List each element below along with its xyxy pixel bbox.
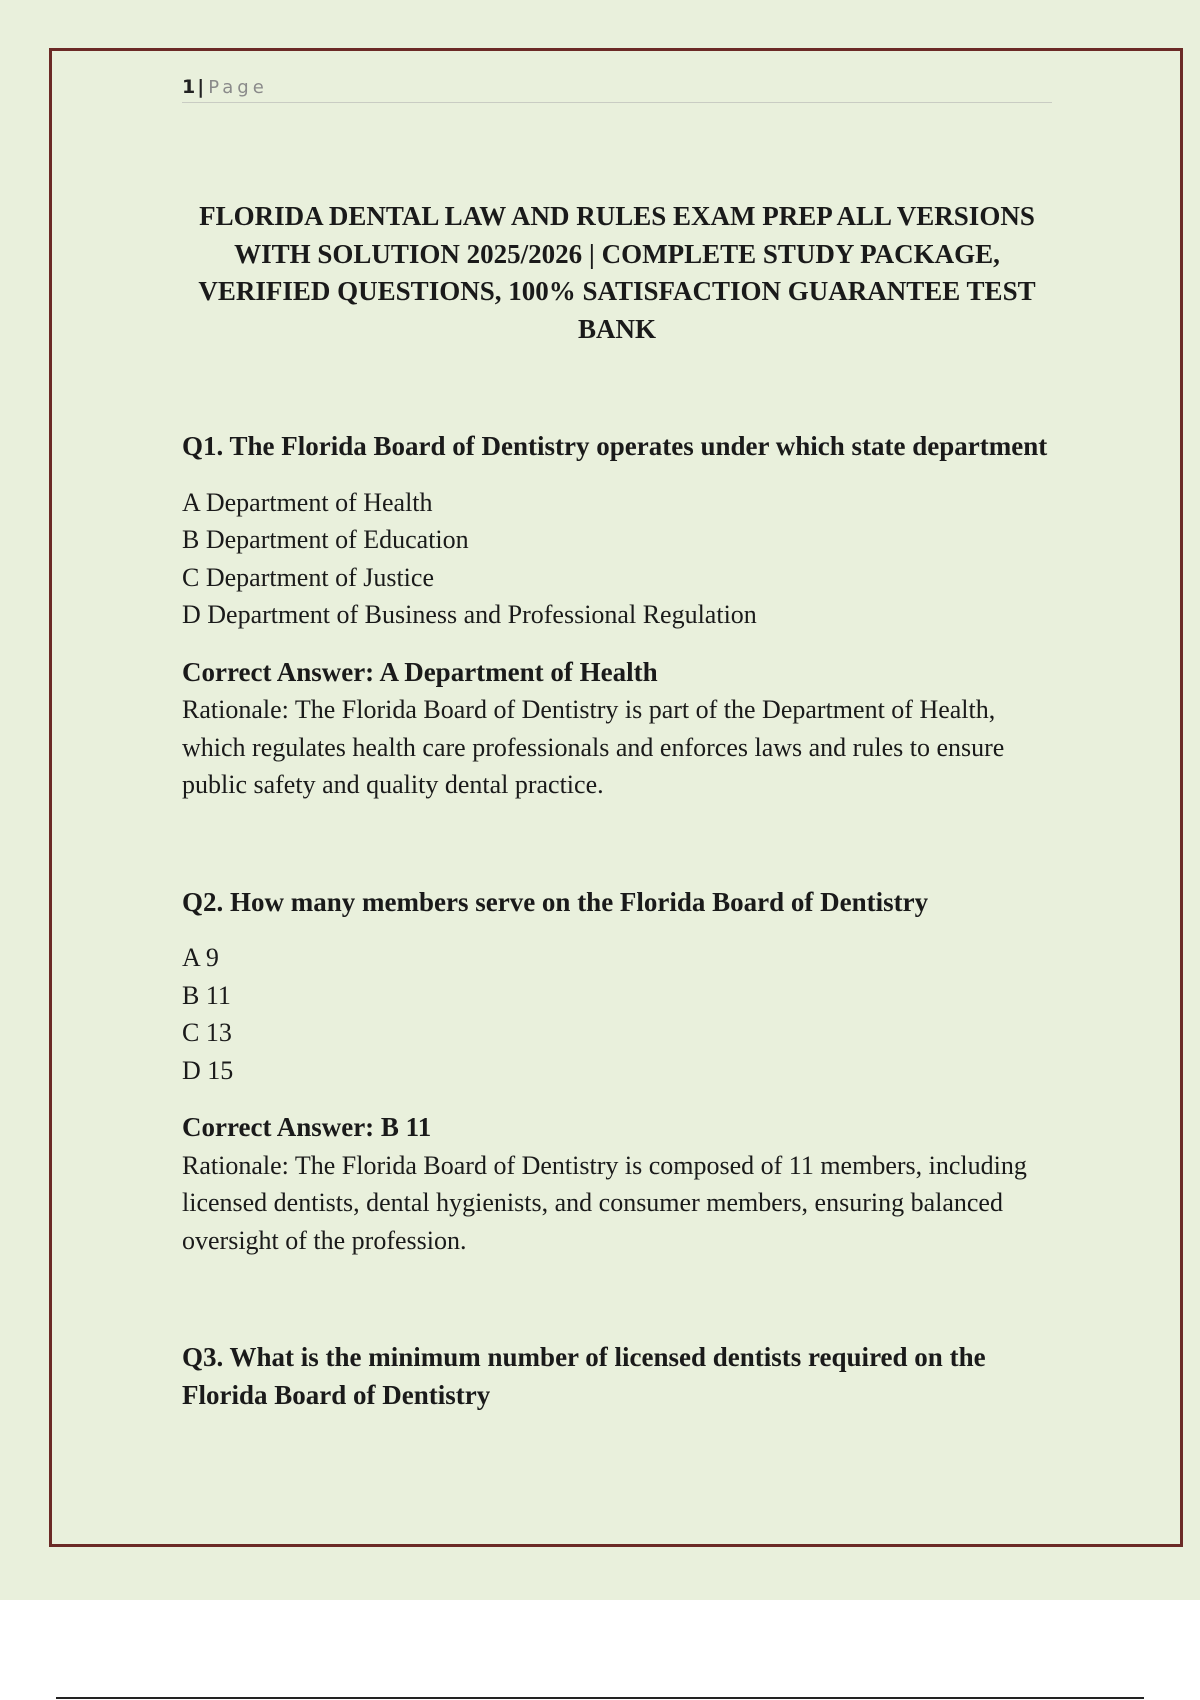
document-body <box>182 428 1052 1414</box>
page-header <box>182 74 1052 103</box>
question-text: Q1. The Florida Board of Dentistry operates under which state department <box>182 431 1048 461</box>
option-item: D Department of Business and Professional Regulation <box>182 600 757 629</box>
correct-answer: Correct Answer: A Department of Health <box>182 656 658 687</box>
question-block-2 <box>182 884 1052 1260</box>
option-item: C 13 <box>182 1018 232 1047</box>
rationale-text: Rationale: The Florida Board of Dentistry is part of the Department of Health, which regulates health care professionals and enforces laws and rules to ensure public safety and quality dental practice. <box>182 695 1005 799</box>
question-text: Q2. How many members serve on the Florida Board of Dentistry <box>182 886 929 917</box>
answer-options <box>182 939 1052 1089</box>
option-item: A Department of Health <box>182 487 433 517</box>
answer-options <box>182 484 1052 634</box>
option-item: A 9 <box>182 943 219 972</box>
option-item: B Department of Education <box>182 525 469 554</box>
page-number-separator: | <box>197 76 205 98</box>
correct-answer: Correct Answer: B 11 <box>182 1112 432 1142</box>
option-item: B 11 <box>182 980 231 1010</box>
option-item: D 15 <box>182 1055 234 1085</box>
document-title: FLORIDA DENTAL LAW AND RULES EXAM PREP ALL VERSIONS WITH SOLUTION 2025/2026 | COMPLETE STUDY PACKAGE, VERIFIED QUESTIONS, 100% SATISFACTION GUARANTEE TEST BANK <box>198 201 1036 344</box>
bottom-divider <box>56 1697 1144 1699</box>
page-label: Page <box>208 77 268 98</box>
page-number: 1 <box>182 76 196 98</box>
question-block-3 <box>182 1339 1052 1414</box>
rationale-text: Rationale: The Florida Board of Dentistry is composed of 11 members, including licensed dentists, dental hygienists, and consumer members, ensuring balanced oversight of the profession. <box>182 1150 1027 1255</box>
option-item: C Department of Justice <box>182 562 434 592</box>
question-text: Q3. What is the minimum number of licensed dentists required on the Florida Board of Dentistry <box>182 1342 986 1410</box>
question-block-1 <box>182 428 1052 804</box>
